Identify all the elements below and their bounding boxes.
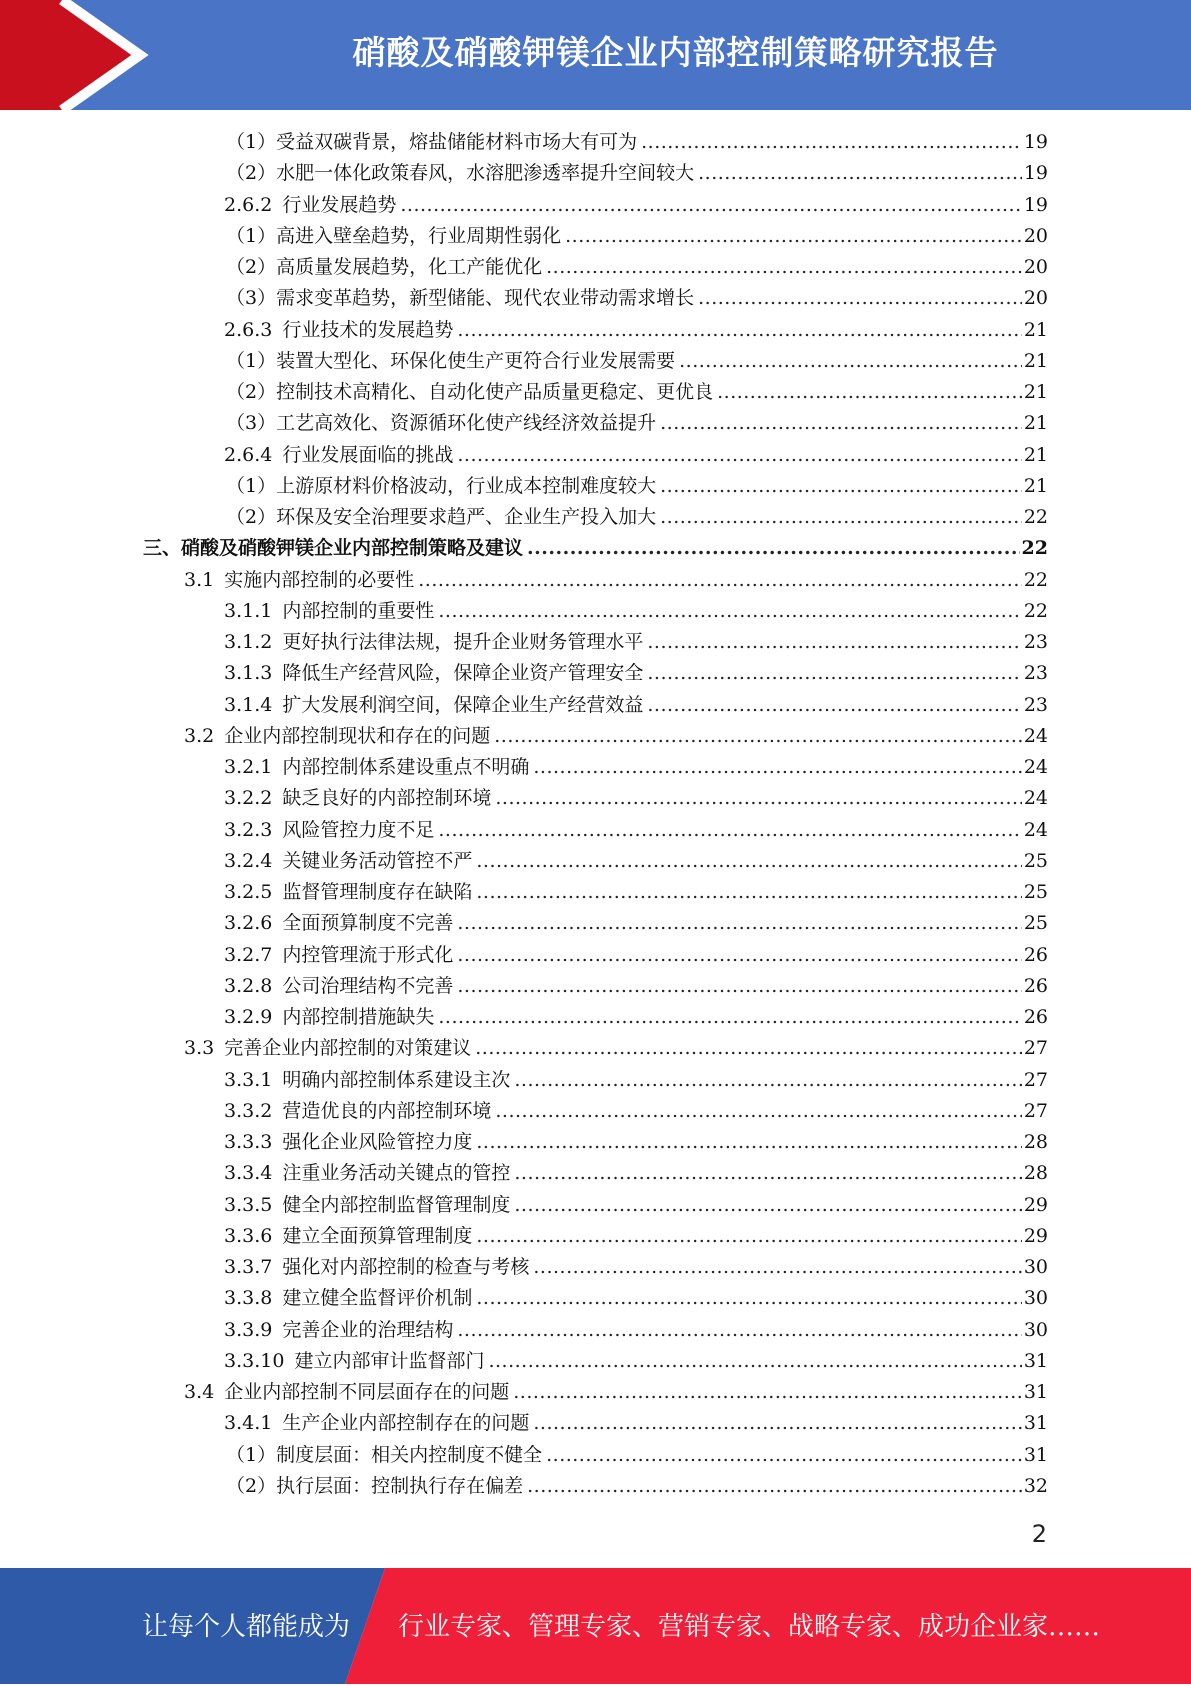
toc-entry-number: 3.3.1	[224, 1068, 273, 1091]
toc-entry-label: 行业发展趋势	[282, 193, 397, 216]
toc-entry-label: 更好执行法律法规，提升企业财务管理水平	[282, 631, 644, 653]
toc-entry-number: 3.2.4	[224, 849, 273, 872]
toc-entry-label: 强化企业风险管控力度	[282, 1131, 473, 1153]
toc-entry-number: （1）	[226, 1443, 277, 1466]
toc-entry-title	[226, 252, 542, 283]
toc-entry-label: 制度层面：相关内控制度不健全	[276, 1443, 543, 1466]
toc-entry-title	[224, 658, 643, 689]
toc-entry-number: 3.2	[184, 724, 215, 747]
toc-entry[interactable]	[226, 283, 1048, 314]
toc-leader-dots	[475, 1033, 1022, 1064]
toc-entry-number: 3.3.3	[224, 1131, 273, 1153]
toc-entry-title	[224, 627, 643, 658]
toc-entry-label: 全面预算制度不完善	[282, 912, 454, 935]
toc-leader-dots	[457, 315, 1021, 346]
toc-entry[interactable]	[224, 1315, 1048, 1346]
toc-entry-page: 24	[1023, 787, 1048, 810]
toc-leader-dots	[647, 627, 1021, 658]
toc-entry-page: 23	[1023, 662, 1048, 685]
toc-entry-number: 3.2.8	[224, 974, 273, 997]
footer-slogan-right: 行业专家、管理专家、营销专家、战略专家、成功企业家……	[398, 1612, 1101, 1642]
toc-entry-page: 20	[1023, 224, 1048, 247]
toc-entry-label: 需求变革趋势，新型储能、现代农业带动需求增长	[276, 287, 695, 310]
toc-entry[interactable]	[224, 908, 1048, 939]
toc-entry-page: 31	[1023, 1443, 1048, 1466]
toc-entry-label: 内部控制的重要性	[282, 599, 435, 622]
toc-entry[interactable]	[226, 127, 1048, 158]
toc-entry[interactable]	[224, 783, 1048, 814]
toc-entry-number: 3.3	[184, 1037, 215, 1060]
toc-entry-page: 26	[1023, 974, 1048, 997]
toc-leader-dots	[438, 815, 1021, 846]
toc-entry-label: 缺乏良好的内部控制环境	[282, 787, 492, 810]
toc-entry[interactable]	[224, 846, 1048, 877]
toc-entry-label: 关键业务活动管控不严	[282, 849, 473, 872]
toc-leader-dots	[438, 596, 1021, 627]
toc-leader-dots	[457, 1315, 1021, 1346]
toc-entry[interactable]	[226, 502, 1048, 533]
toc-entry-page: 19	[1023, 193, 1048, 216]
toc-entry-page: 31	[1023, 1412, 1048, 1435]
toc-entry-page: 22	[1023, 599, 1048, 622]
toc-entry-number: 3.2.1	[224, 756, 273, 778]
toc-entry-page: 25	[1023, 912, 1048, 935]
toc-entry-number: 3.1.4	[224, 693, 273, 716]
toc-entry-number: 3.2.3	[224, 818, 273, 841]
toc-entry-title	[224, 1346, 484, 1377]
toc-leader-dots	[476, 846, 1021, 877]
toc-entry[interactable]	[224, 315, 1048, 346]
toc-entry[interactable]	[224, 1096, 1048, 1127]
toc-entry-number: （2）	[226, 381, 277, 403]
toc-leader-dots	[533, 752, 1021, 783]
toc-entry-page: 31	[1023, 1381, 1048, 1403]
toc-leader-dots	[514, 1190, 1021, 1221]
toc-leader-dots	[488, 1346, 1021, 1377]
toc-leader-dots	[457, 971, 1021, 1002]
toc-entry-title	[224, 1002, 434, 1033]
toc-entry-title	[224, 1408, 529, 1439]
toc-entry-label: 受益双碳背景，熔盐储能材料市场大有可为	[276, 131, 638, 153]
toc-leader-dots	[660, 502, 1022, 533]
toc-entry-number: 3.3.7	[224, 1256, 273, 1278]
toc-entry-page: 21	[1023, 474, 1048, 497]
toc-entry[interactable]	[224, 658, 1048, 689]
toc-entry[interactable]	[224, 1190, 1048, 1221]
toc-entry-label: 三、硝酸及硝酸钾镁企业内部控制策略及建议	[143, 537, 524, 560]
toc-entry-page: 28	[1023, 1162, 1048, 1185]
toc-entry-page: 30	[1023, 1287, 1048, 1310]
toc-entry-page: 22	[1023, 568, 1048, 591]
toc-leader-dots	[641, 127, 1022, 158]
toc-entry-number: （1）	[226, 224, 277, 247]
toc-entry-title	[224, 877, 472, 908]
toc-entry[interactable]	[226, 1471, 1048, 1502]
toc-entry[interactable]	[226, 377, 1048, 408]
toc-entry-page: 26	[1023, 1006, 1048, 1028]
toc-entry-title	[224, 440, 453, 471]
toc-leader-dots	[533, 1252, 1021, 1283]
toc-entry-title	[224, 815, 434, 846]
toc-entry-title	[224, 1096, 491, 1127]
toc-entry-label: 高质量发展趋势，化工产能优化	[276, 256, 543, 278]
toc-entry[interactable]	[226, 471, 1048, 502]
toc-entry-label: 健全内部控制监督管理制度	[282, 1193, 511, 1216]
toc-entry-number: 2.6.3	[224, 318, 273, 341]
toc-entry-page: 26	[1023, 943, 1048, 966]
toc-entry-title	[226, 1471, 523, 1502]
toc-entry-title	[226, 283, 694, 314]
toc-entry[interactable]	[224, 1283, 1048, 1314]
toc-leader-dots	[514, 1065, 1021, 1096]
toc-entry-page: 30	[1023, 1256, 1048, 1278]
toc-entry-label: 行业发展面临的挑战	[282, 443, 454, 466]
toc-entry-number: 3.3.6	[224, 1224, 273, 1247]
toc-entry-number: 3.3.5	[224, 1193, 273, 1216]
toc-entry-label: 企业内部控制现状和存在的问题	[224, 724, 491, 747]
toc-leader-dots	[647, 690, 1021, 721]
toc-entry[interactable]	[184, 721, 1048, 752]
toc-entry-page: 29	[1023, 1193, 1048, 1216]
toc-entry[interactable]	[224, 971, 1048, 1002]
toc-leader-dots	[476, 1221, 1021, 1252]
toc-entry-page: 21	[1023, 349, 1048, 372]
toc-entry-page: 23	[1023, 631, 1048, 653]
toc-entry-page: 20	[1023, 256, 1048, 278]
toc-entry[interactable]	[143, 533, 1048, 564]
toc-entry-label: 内控管理流于形式化	[282, 943, 454, 966]
toc-leader-dots	[457, 940, 1021, 971]
toc-entry-page: 21	[1023, 381, 1048, 403]
toc-entry[interactable]	[224, 1158, 1048, 1189]
toc-entry-number: 3.2.6	[224, 912, 273, 935]
toc-entry-number: 3.3.4	[224, 1162, 273, 1185]
toc-leader-dots	[476, 1127, 1021, 1158]
toc-leader-dots	[660, 408, 1022, 439]
toc-entry-label: 水肥一体化政策春风，水溶肥渗透率提升空间较大	[276, 162, 695, 185]
toc-leader-dots	[717, 377, 1022, 408]
toc-entry-number: 3.1.3	[224, 662, 273, 685]
toc-entry-page: 30	[1023, 1318, 1048, 1341]
toc-entry-title	[224, 1283, 472, 1314]
toc-entry-number: （3）	[226, 287, 277, 310]
toc-entry-title	[184, 721, 490, 752]
toc-entry[interactable]	[224, 1065, 1048, 1096]
toc-leader-dots	[513, 1377, 1022, 1408]
toc-leader-dots	[457, 440, 1021, 471]
toc-leader-dots	[660, 471, 1022, 502]
toc-entry[interactable]	[224, 1408, 1048, 1439]
toc-entry-label: 控制技术高精化、自动化使产品质量更稳定、更优良	[276, 381, 714, 403]
toc-entry[interactable]	[224, 1221, 1048, 1252]
toc-entry-number: 3.4	[184, 1381, 215, 1403]
page-header	[0, 0, 1191, 110]
toc-entry-number: 2.6.4	[224, 443, 273, 466]
toc-leader-dots	[698, 158, 1022, 189]
toc-entry-number: （2）	[226, 1474, 277, 1497]
toc-entry-title	[224, 971, 453, 1002]
toc-entry[interactable]	[224, 815, 1048, 846]
toc-entry-title	[224, 908, 453, 939]
toc-entry-number: （1）	[226, 474, 277, 497]
toc-entry-title	[226, 471, 656, 502]
toc-entry-page: 32	[1023, 1474, 1048, 1497]
toc-entry-page: 25	[1023, 849, 1048, 872]
toc-entry-number: 3.2.2	[224, 787, 273, 810]
toc-entry-label: 建立内部审计监督部门	[294, 1349, 485, 1372]
toc-leader-dots	[565, 221, 1022, 252]
toc-entry-page: 21	[1023, 443, 1048, 466]
toc-entry[interactable]	[226, 252, 1048, 283]
footer-slogan-left: 让每个人都能成为	[142, 1612, 351, 1642]
toc-entry-page: 24	[1023, 756, 1048, 778]
toc-entry-number: （2）	[226, 256, 277, 278]
toc-entry-title	[224, 1252, 529, 1283]
toc-entry-label: 工艺高效化、资源循环化使产线经济效益提升	[276, 412, 657, 435]
toc-entry-title	[224, 1158, 510, 1189]
toc-entry[interactable]	[184, 1377, 1048, 1408]
toc-entry-label: 明确内部控制体系建设主次	[282, 1068, 511, 1091]
toc-leader-dots	[679, 346, 1022, 377]
toc-entry-page: 24	[1023, 724, 1048, 747]
toc-entry-label: 行业技术的发展趋势	[282, 318, 454, 341]
toc-leader-dots	[495, 1096, 1021, 1127]
toc-entry-title	[226, 127, 637, 158]
toc-entry-page: 24	[1023, 818, 1048, 841]
page-number: 2	[1031, 1520, 1047, 1548]
toc-entry-title	[224, 1190, 510, 1221]
toc-entry-label: 完善企业的治理结构	[282, 1318, 454, 1341]
toc-entry-page: 25	[1023, 881, 1048, 903]
toc-entry-page: 27	[1023, 1037, 1048, 1060]
toc-entry-page: 22	[1023, 506, 1048, 528]
toc-entry-label: 建立健全监督评价机制	[282, 1287, 473, 1310]
toc-entry-page: 28	[1023, 1131, 1048, 1153]
toc-entry-label: 环保及安全治理要求趋严、企业生产投入加大	[276, 506, 657, 528]
toc-entry-page: 21	[1023, 318, 1048, 341]
toc-entry-label: 完善企业内部控制的对策建议	[224, 1037, 472, 1060]
toc-entry[interactable]	[224, 627, 1048, 658]
toc-entry-label: 高进入壁垒趋势，行业周期性弱化	[276, 224, 562, 247]
toc-entry-title	[184, 1033, 471, 1064]
toc-entry-title	[184, 1377, 509, 1408]
toc-leader-dots	[476, 1283, 1021, 1314]
report-title: 硝酸及硝酸钾镁企业内部控制策略研究报告	[352, 33, 999, 72]
toc-entry-number: 3.1.2	[224, 631, 273, 653]
toc-entry[interactable]	[224, 1002, 1048, 1033]
toc-leader-dots	[514, 1158, 1021, 1189]
toc-entry-page: 20	[1023, 287, 1048, 310]
toc-leader-dots	[494, 721, 1022, 752]
toc-entry[interactable]	[226, 221, 1048, 252]
toc-leader-dots	[495, 783, 1021, 814]
toc-entry-number: （1）	[226, 349, 277, 372]
toc-entry[interactable]	[226, 346, 1048, 377]
toc-entry-number: 3.3.8	[224, 1287, 273, 1310]
toc-entry-number: （2）	[226, 506, 277, 528]
toc-entry-label: 降低生产经营风险，保障企业资产管理安全	[282, 662, 644, 685]
toc-entry-title	[226, 158, 694, 189]
toc-entry[interactable]	[224, 752, 1048, 783]
toc-entry-number: 3.3.2	[224, 1099, 273, 1122]
toc-entry-title	[226, 502, 656, 533]
toc-entry-page: 23	[1023, 693, 1048, 716]
toc-entry-page: 21	[1023, 412, 1048, 435]
toc-entry[interactable]	[224, 440, 1048, 471]
toc-leader-dots	[647, 658, 1021, 689]
toc-entry-label: 上游原材料价格波动，行业成本控制难度较大	[276, 474, 657, 497]
toc-entry-title	[226, 408, 656, 439]
toc-entry-page: 19	[1023, 162, 1048, 185]
toc-entry-number: 2.6.2	[224, 193, 273, 216]
toc-entry-title	[224, 846, 472, 877]
toc-entry-title	[224, 940, 453, 971]
toc-entry-number: 3.3.9	[224, 1318, 273, 1341]
toc-leader-dots	[457, 908, 1021, 939]
toc-entry-label: 企业内部控制不同层面存在的问题	[224, 1381, 510, 1403]
toc-entry-title	[226, 377, 713, 408]
toc-entry[interactable]	[184, 1033, 1048, 1064]
toc-entry-number: 3.2.7	[224, 943, 273, 966]
toc-entry[interactable]	[224, 1346, 1048, 1377]
toc-entry-label: 营造优良的内部控制环境	[282, 1099, 492, 1122]
toc-entry-label: 内部控制措施缺失	[282, 1006, 435, 1028]
toc-entry-number: 3.1	[184, 568, 215, 591]
toc-entry-label: 强化对内部控制的检查与考核	[282, 1256, 530, 1278]
toc-entry-title	[224, 690, 643, 721]
toc-entry-number: 3.2.5	[224, 881, 273, 903]
toc-entry-label: 生产企业内部控制存在的问题	[282, 1412, 530, 1435]
toc-leader-dots	[533, 1408, 1021, 1439]
toc-entry-title	[184, 565, 414, 596]
toc-entry-number: 3.3.10	[224, 1349, 285, 1372]
toc-entry[interactable]	[224, 190, 1048, 221]
toc-entry-number: 3.2.9	[224, 1006, 273, 1028]
toc-entry[interactable]	[226, 1440, 1048, 1471]
toc-entry-page: 31	[1023, 1349, 1048, 1372]
toc-entry-label: 建立全面预算管理制度	[282, 1224, 473, 1247]
toc-entry[interactable]	[226, 158, 1048, 189]
toc-entry-number: （1）	[226, 131, 277, 153]
toc-entry-label: 执行层面：控制执行存在偏差	[276, 1474, 524, 1497]
toc-entry-title	[226, 346, 675, 377]
toc-leader-dots	[546, 1440, 1022, 1471]
toc-entry-number: （3）	[226, 412, 277, 435]
toc-entry-page: 19	[1023, 131, 1048, 153]
toc-entry-label: 扩大发展利润空间，保障企业生产经营效益	[282, 693, 644, 716]
toc-leader-dots	[698, 283, 1022, 314]
toc-leader-dots	[438, 1002, 1021, 1033]
toc-entry[interactable]	[224, 877, 1048, 908]
toc-leader-dots	[418, 565, 1022, 596]
toc-entry-title	[224, 1315, 453, 1346]
toc-entry-title	[224, 1127, 472, 1158]
toc-entry-title	[224, 190, 396, 221]
toc-entry[interactable]	[226, 408, 1048, 439]
toc-entry[interactable]	[224, 690, 1048, 721]
page-footer	[0, 1568, 1191, 1684]
toc-entry-title	[224, 596, 434, 627]
toc-leader-dots	[476, 877, 1021, 908]
toc-entry-label: 风险管控力度不足	[282, 818, 435, 841]
toc-entry-title	[224, 1221, 472, 1252]
toc-entry-page: 27	[1023, 1068, 1048, 1091]
toc-entry-label: 注重业务活动关键点的管控	[282, 1162, 511, 1185]
toc-entry-title	[224, 752, 529, 783]
toc-entry-title	[224, 315, 453, 346]
toc-entry-title	[226, 1440, 542, 1471]
toc-entry-label: 实施内部控制的必要性	[224, 568, 415, 591]
toc-entry-number: 3.1.1	[224, 599, 273, 622]
toc-entry-title	[224, 1065, 510, 1096]
toc-entry-number: 3.4.1	[224, 1412, 273, 1435]
toc-entry-page: 27	[1023, 1099, 1048, 1122]
toc-entry-title	[143, 533, 523, 564]
toc-leader-dots	[527, 1471, 1022, 1502]
toc-entry[interactable]	[224, 1252, 1048, 1283]
toc-entry-number: （2）	[226, 162, 277, 185]
toc-entry[interactable]	[224, 940, 1048, 971]
toc-entry-label: 内部控制体系建设重点不明确	[282, 756, 530, 778]
toc-entry-title	[226, 221, 561, 252]
toc-entry[interactable]	[224, 596, 1048, 627]
toc-leader-dots	[546, 252, 1022, 283]
toc-entry-title	[224, 783, 491, 814]
toc-entry-label: 监督管理制度存在缺陷	[282, 881, 473, 903]
toc-entry[interactable]	[224, 1127, 1048, 1158]
toc-entry[interactable]	[184, 565, 1048, 596]
toc-entry-page: 29	[1023, 1224, 1048, 1247]
toc-entry-label: 公司治理结构不完善	[282, 974, 454, 997]
toc-leader-dots	[400, 190, 1021, 221]
toc-entry-page: 22	[1021, 537, 1048, 560]
toc-leader-dots	[527, 533, 1020, 564]
toc-entry-label: 装置大型化、环保化使生产更符合行业发展需要	[276, 349, 676, 372]
